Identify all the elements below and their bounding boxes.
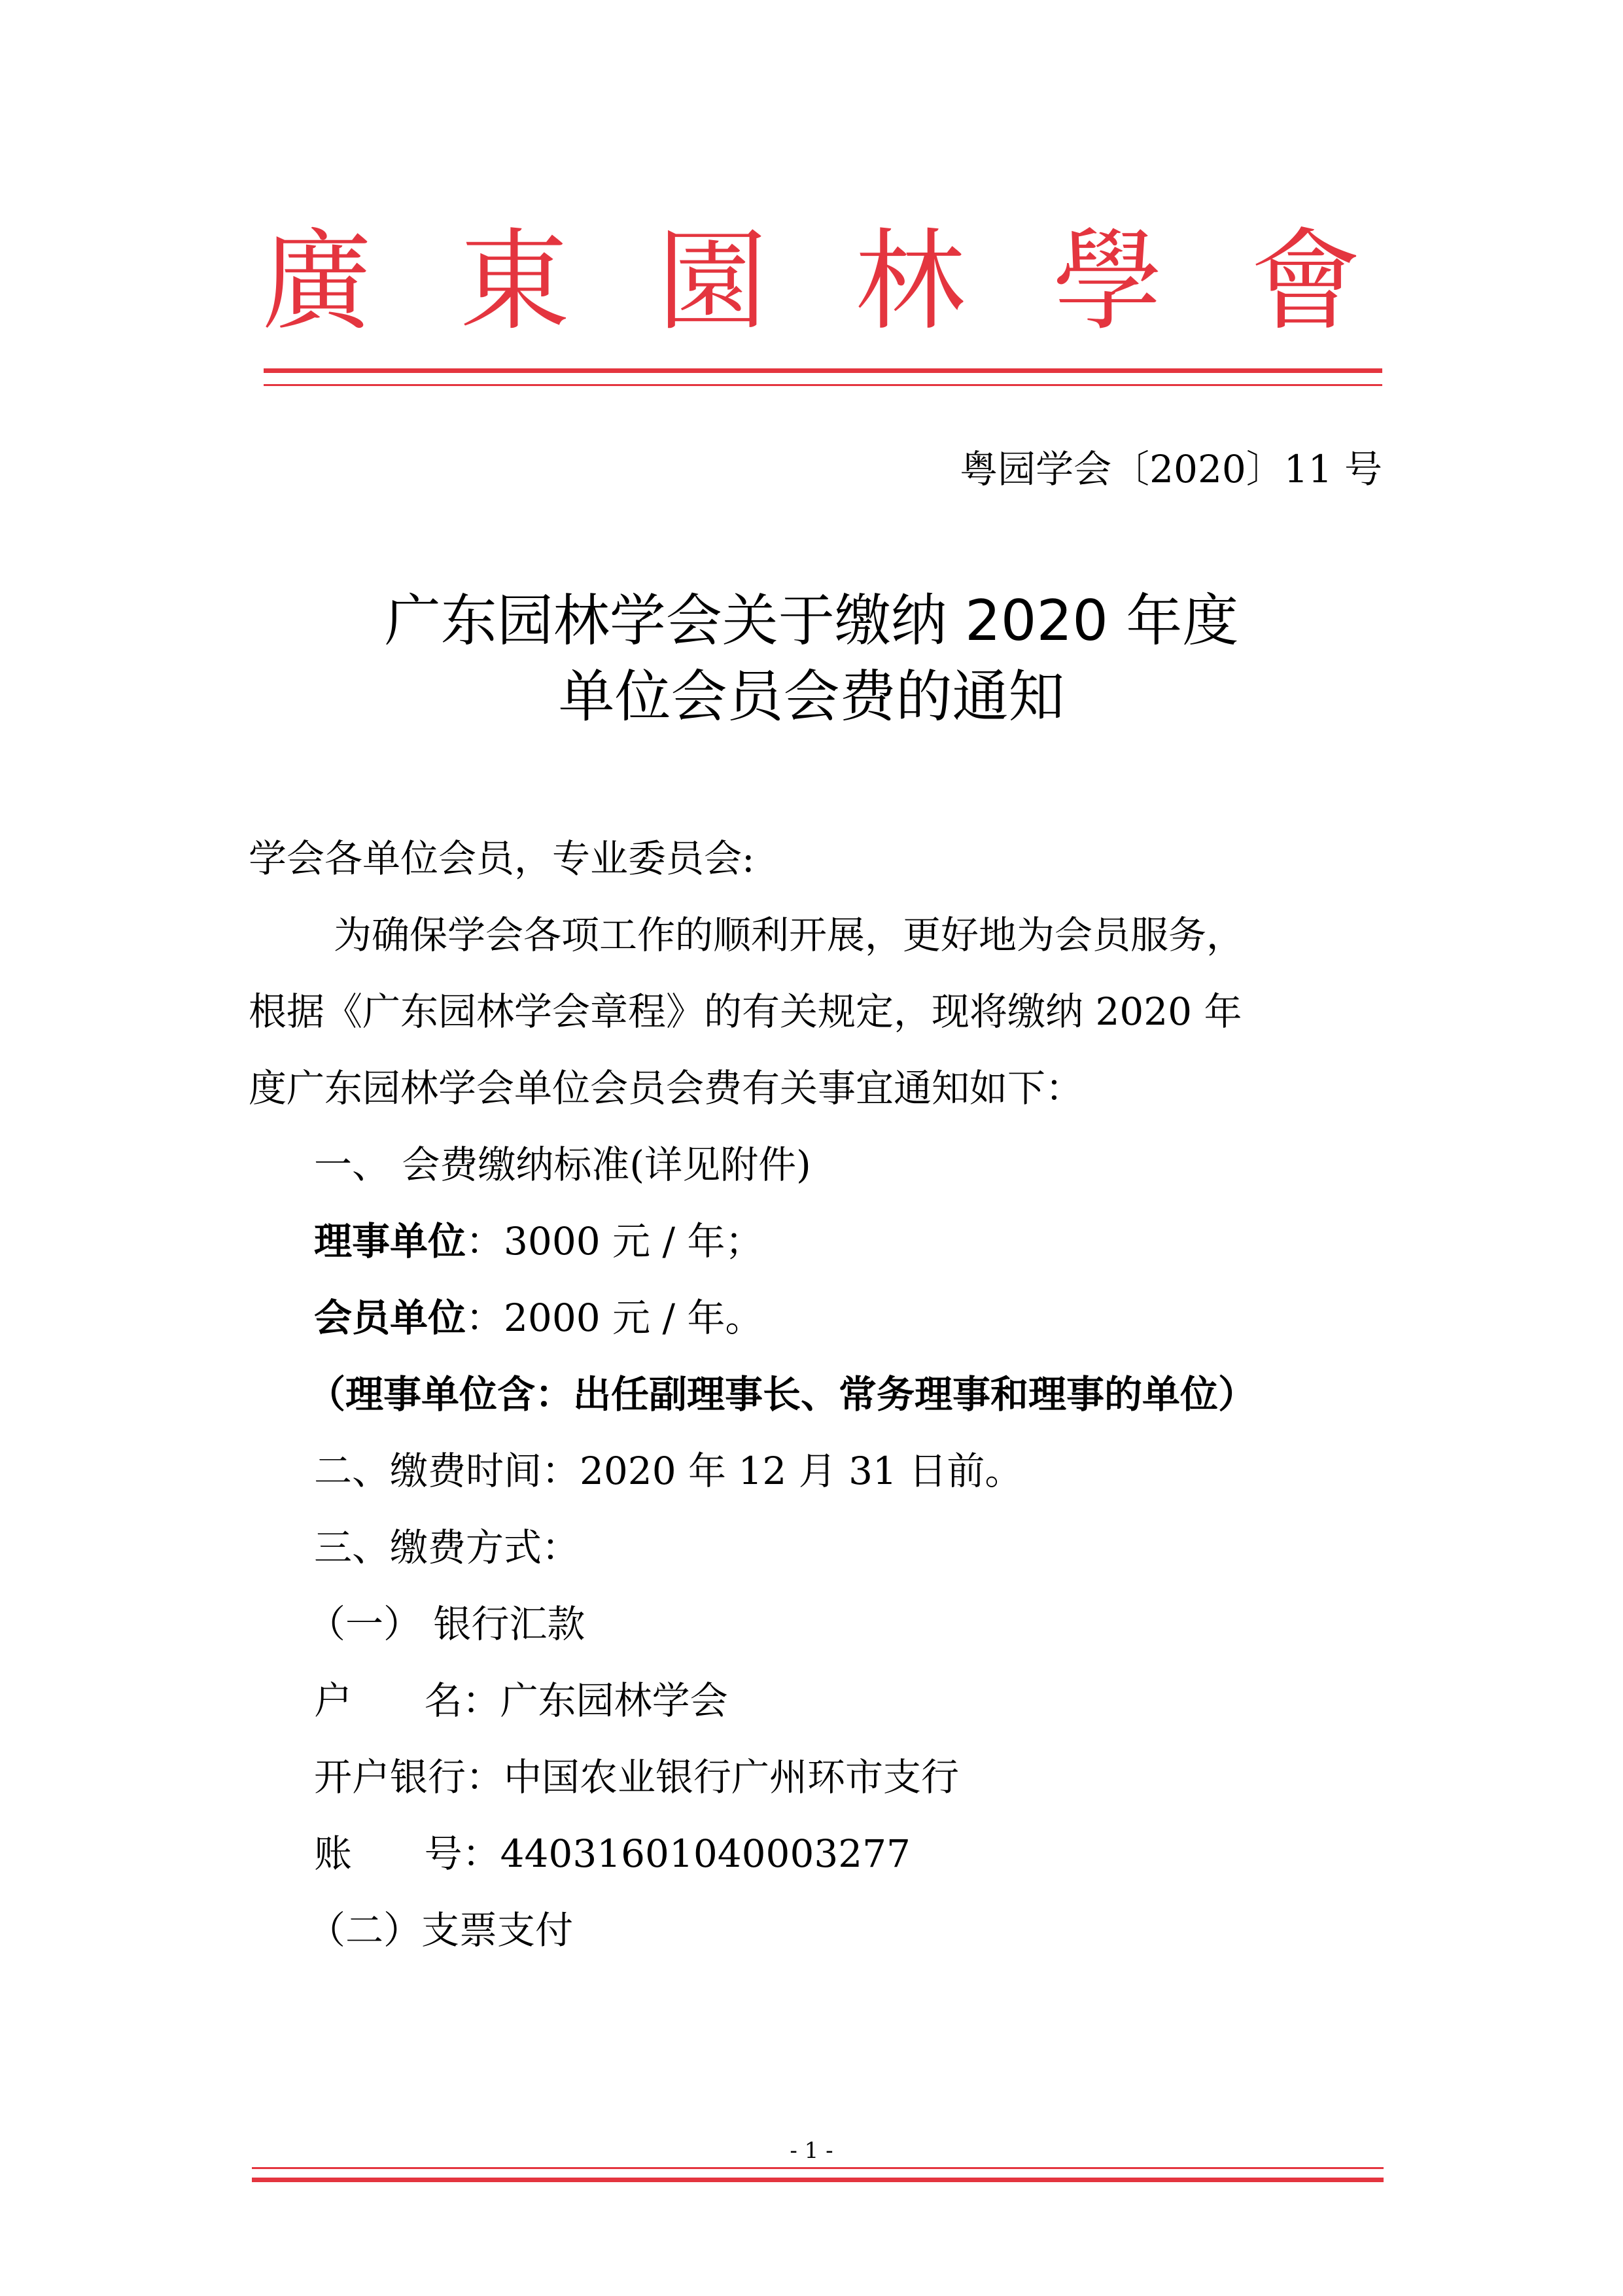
letterhead-char: 廣 xyxy=(262,217,372,345)
document-title-line2: 单位会员会费的通知 xyxy=(558,664,1065,730)
fee-director-unit xyxy=(314,1219,763,1263)
fee-director-value: ：3000 元 / 年； xyxy=(466,1219,763,1263)
letterhead-rule-thick xyxy=(264,368,1382,373)
intro-paragraph-line: 根据《广东园林学会章程》的有关规定，现将缴纳 2020 年 xyxy=(249,989,1242,1034)
account-name xyxy=(314,1678,728,1723)
salutation: 学会各单位会员，专业委员会: xyxy=(249,836,755,881)
letterhead-char: 東 xyxy=(459,217,570,345)
fee-member-value: ：2000 元 / 年。 xyxy=(466,1296,763,1340)
payment-method-cheque: （二）支票支付 xyxy=(307,1908,574,1952)
letterhead-title xyxy=(262,216,1361,347)
page-number: - 1 - xyxy=(790,2138,833,2164)
intro-paragraph-line: 度广东园林学会单位会员会费有关事宜通知如下： xyxy=(249,1066,1084,1110)
letterhead-rule-thin xyxy=(264,384,1382,386)
account-number xyxy=(314,1831,911,1876)
fee-member-label: 会员单位 xyxy=(314,1296,466,1340)
letterhead-char: 學 xyxy=(1053,217,1163,345)
document-number: 粤园学会〔2020〕11 号 xyxy=(960,447,1382,491)
bank-label: 开户银行： xyxy=(314,1755,504,1799)
section-heading-fee-standard: 一、 会费缴纳标准(详见附件) xyxy=(314,1142,811,1187)
footer-rule-thick xyxy=(252,2178,1384,2182)
fee-member-unit xyxy=(314,1296,763,1340)
letterhead-char: 會 xyxy=(1250,217,1361,345)
document-title-line1: 广东园林学会关于缴纳 2020 年度 xyxy=(384,588,1239,654)
bank-name xyxy=(314,1755,960,1799)
account-number-value: 44031601040003277 xyxy=(500,1831,911,1876)
bank-value: 中国农业银行广州环市支行 xyxy=(504,1755,960,1799)
footer-rule-thin xyxy=(252,2167,1384,2169)
section-heading-payment-method: 三、缴费方式： xyxy=(314,1525,580,1570)
account-name-value: 广东园林学会 xyxy=(500,1678,728,1723)
section-heading-payment-deadline: 二、缴费时间：2020 年 12 月 31 日前。 xyxy=(314,1449,1023,1493)
letterhead-char: 園 xyxy=(657,217,767,345)
intro-paragraph-line: 为确保学会各项工作的顺利开展，更好地为会员服务， xyxy=(334,913,1245,957)
letterhead-char: 林 xyxy=(855,217,966,345)
payment-method-bank: （一） 银行汇款 xyxy=(307,1602,585,1646)
fee-director-label: 理事单位 xyxy=(314,1219,466,1263)
account-name-label: 户 名： xyxy=(314,1678,500,1723)
fee-note: （理事单位含：出任副理事长、常务理事和理事的单位） xyxy=(307,1372,1257,1417)
account-number-label: 账 号： xyxy=(314,1831,500,1876)
